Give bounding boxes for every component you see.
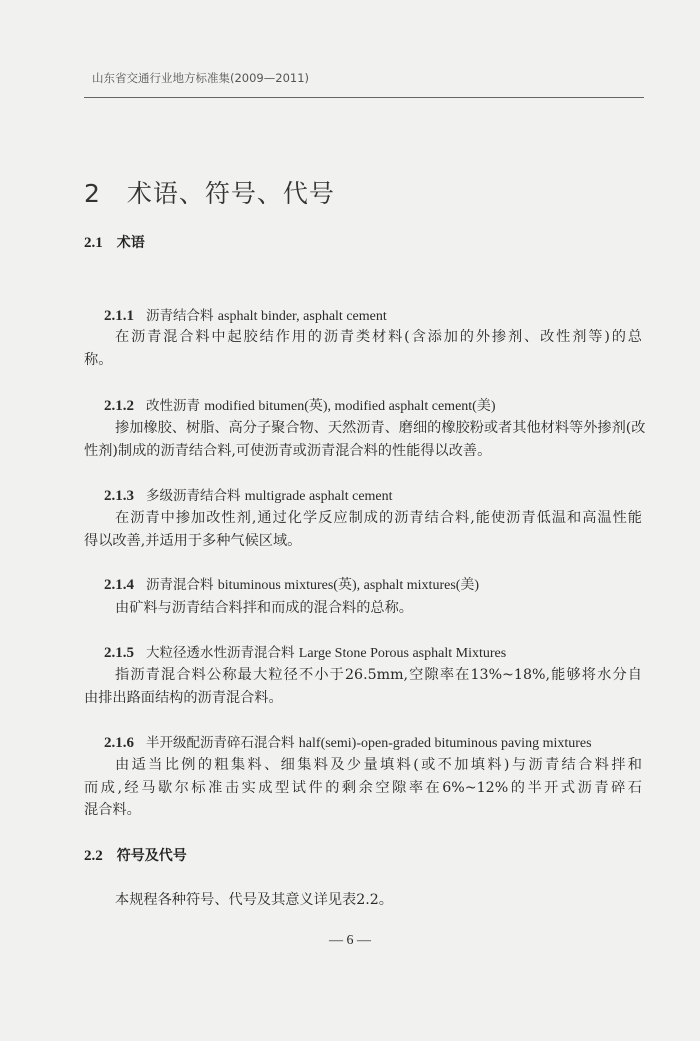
term-definition-line: 得以改善,并适用于多种气候区域。: [84, 533, 302, 549]
term-definition-line: 在沥青混合料中起胶结作用的沥青类材料(含添加的外掺剂、改性剂等)的总: [115, 329, 642, 345]
term-number: 2.1.2: [104, 398, 134, 414]
term-en: Large Stone Porous asphalt Mixtures: [298, 646, 507, 661]
term-en: modified bitumen(英), modified asphalt cement(美): [204, 399, 496, 414]
term-heading: [104, 573, 479, 594]
term-zh: 多级沥青结合料: [146, 488, 241, 504]
term-definition-line: 由矿料与沥青结合料拌和而成的混合料的总称。: [115, 600, 413, 616]
section-number: 2.1: [84, 235, 103, 251]
term-en: multigrade asphalt cement: [244, 489, 393, 504]
term-heading: [104, 304, 387, 325]
term-definition-line: 在沥青中掺加改性剂,通过化学反应制成的沥青结合料,能使沥青低温和高温性能: [115, 510, 642, 526]
term-definition-line: 掺加橡胶、树脂、高分子聚合物、天然沥青、磨细的橡胶粉或者其他材料等外掺剂(改: [115, 420, 646, 436]
section-title: 术语: [116, 235, 145, 251]
term-en: bituminous mixtures(英), asphalt mixtures(美): [217, 578, 480, 593]
term-zh: 沥青混合料: [146, 577, 214, 593]
term-definition-line: 称。: [84, 352, 113, 368]
term-number: 2.1.5: [104, 645, 134, 661]
header-rule: [84, 97, 644, 98]
term-number: 2.1.1: [104, 308, 134, 324]
term-zh: 半开级配沥青碎石混合料: [146, 735, 295, 751]
page-number: — 6 —: [329, 933, 371, 948]
term-definition-line: 而成,经马歇尔标准击实成型试件的剩余空隙率在6%~12%的半开式沥青碎石: [84, 780, 642, 796]
term-zh: 沥青结合料: [146, 308, 214, 324]
term-heading: [104, 394, 496, 415]
section-title: 符号及代号: [116, 848, 187, 864]
term-definition-line: 由排出路面结构的沥青混合料。: [84, 690, 283, 706]
term-number: 2.1.4: [104, 577, 134, 593]
term-heading: [104, 731, 592, 752]
term-definition-line: 性剂)制成的沥青结合料,可使沥青或沥青混合料的性能得以改善。: [84, 443, 492, 459]
term-zh: 大粒径透水性沥青混合料: [146, 645, 295, 661]
chapter-title: 2 术语、符号、代号: [84, 179, 335, 208]
term-number: 2.1.6: [104, 735, 134, 751]
running-header: 山东省交通行业地方标准集(2009—2011): [92, 71, 310, 85]
term-en: half(semi)-open-graded bituminous paving mixtures: [298, 736, 592, 751]
term-definition-line: 混合料。: [84, 802, 141, 818]
term-zh: 改性沥青: [146, 398, 200, 414]
term-definition-line: 指沥青混合料公称最大粒径不小于26.5mm,空隙率在13%~18%,能够将水分自: [115, 667, 642, 683]
section-heading-2-2: [84, 845, 187, 865]
term-en: asphalt binder, asphalt cement: [217, 309, 387, 324]
section-heading-2-1: [84, 232, 145, 252]
term-heading: [104, 484, 393, 505]
symbols-note: 本规程各种符号、代号及其意义详见表2.2。: [115, 892, 393, 908]
term-heading: [104, 641, 506, 662]
section-number: 2.2: [84, 848, 103, 864]
term-number: 2.1.3: [104, 488, 134, 504]
term-definition-line: 由适当比例的粗集料、细集料及少量填料(或不加填料)与沥青结合料拌和: [115, 757, 642, 773]
